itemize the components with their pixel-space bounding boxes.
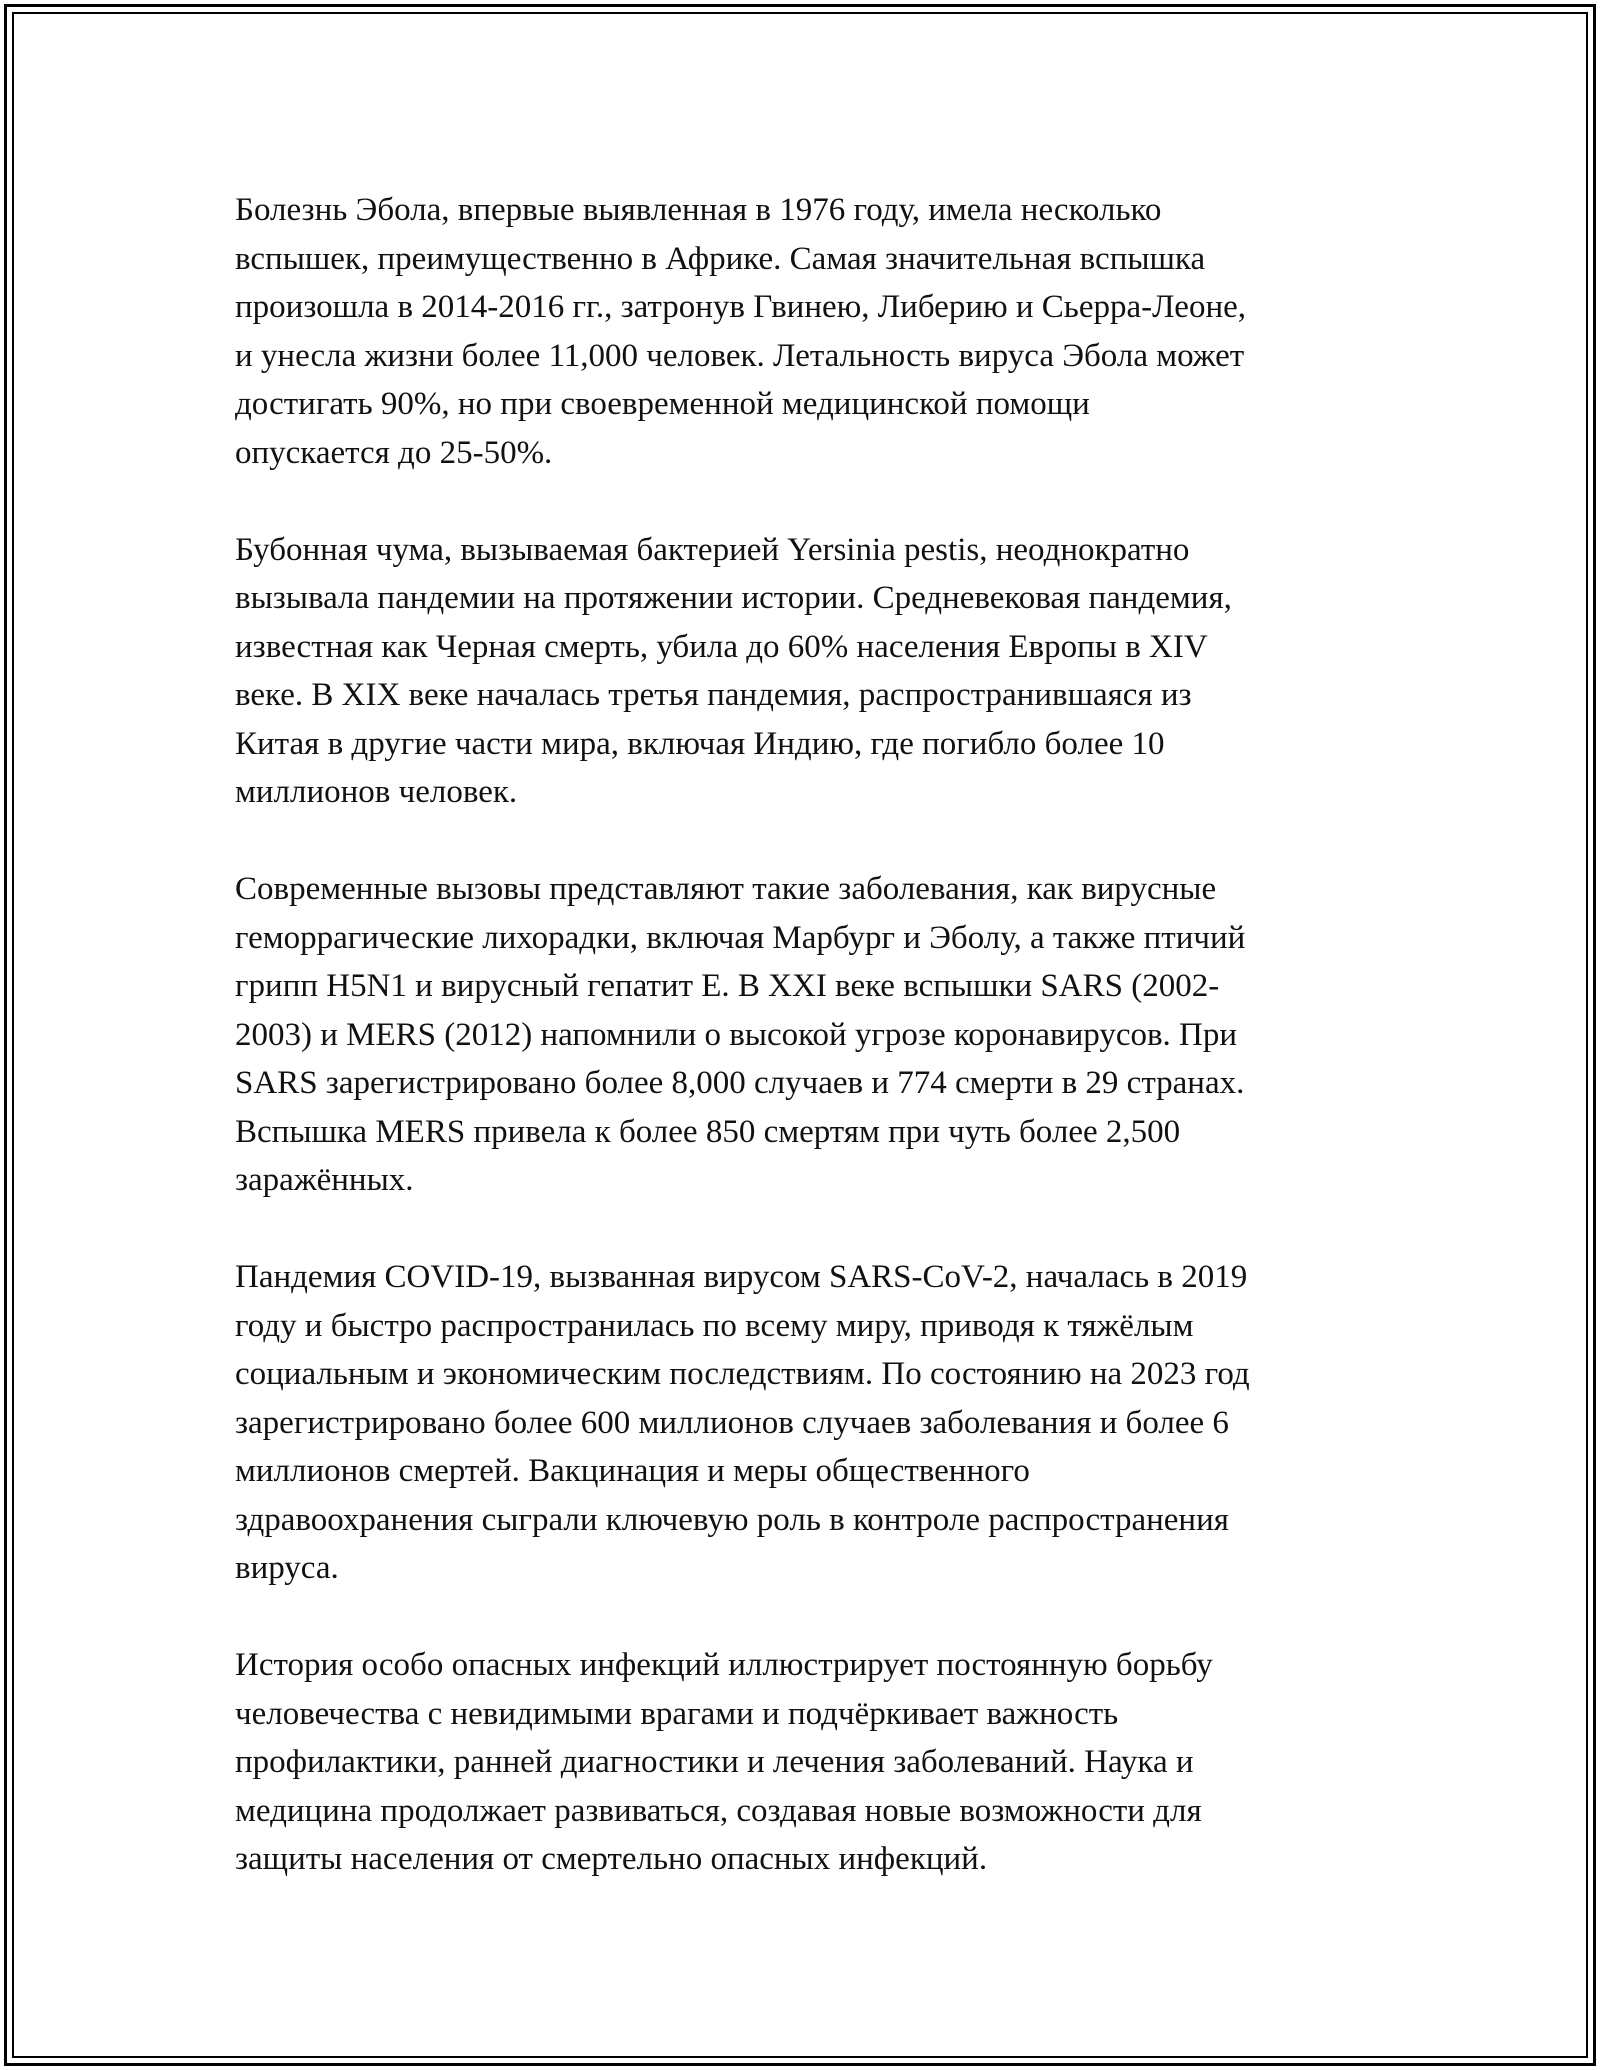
paragraph-covid	[235, 1253, 1380, 1593]
text-line: грипп H5N1 и вирусный гепатит E. В XXI веке вспышки SARS (2002-	[235, 968, 1220, 1004]
text-line: Китая в другие части мира, включая Индию, где погибло более 10	[235, 725, 1165, 762]
text-line: известная как Черная смерть, убила до 60% населения Европы в XIV	[235, 628, 1208, 665]
text-line: 2003) и MERS (2012) напомнили о высокой угрозе коронавирусов. При	[235, 1016, 1238, 1053]
document-body	[235, 186, 1380, 1932]
text-line: миллионов человек.	[235, 774, 518, 810]
text-line: зарегистрировано более 600 миллионов случаев заболевания и более 6	[235, 1404, 1229, 1441]
text-line: медицина продолжает развиваться, создавая новые возможности для	[235, 1792, 1202, 1829]
text-line: человечества с невидимыми врагами и подчёркивает важность	[235, 1695, 1119, 1732]
text-line: Пандемия COVID-19, вызванная вирусом SARS-CoV-2, началась в 2019	[235, 1259, 1248, 1295]
text-line: миллионов смертей. Вакцинация и меры общественного	[235, 1453, 1030, 1489]
paragraph-modern-challenges	[235, 865, 1380, 1205]
text-line: заражённых.	[235, 1162, 414, 1198]
text-line: веке. В XIX веке началась третья пандемия, распространившаяся из	[235, 677, 1192, 713]
text-line: опускается до 25-50%.	[235, 434, 553, 471]
text-line: вспышек, преимущественно в Африке. Самая значительная вспышка	[235, 240, 1206, 277]
paragraph-ebola	[235, 186, 1380, 477]
text-line: профилактики, ранней диагностики и лечения заболеваний. Наука и	[235, 1744, 1194, 1780]
paragraph-plague	[235, 526, 1380, 817]
text-line: геморрагические лихорадки, включая Марбург и Эболу, а также птичий	[235, 919, 1246, 956]
text-line: Современные вызовы представляют такие заболевания, как вирусные	[235, 871, 1217, 907]
text-line: и унесла жизни более 11,000 человек. Летальность вируса Эбола может	[235, 337, 1245, 374]
paragraph-conclusion	[235, 1641, 1380, 1884]
text-line: защиты населения от смертельно опасных инфекций.	[235, 1841, 988, 1877]
text-line: Вспышка MERS привела к более 850 смертям при чуть более 2,500	[235, 1113, 1181, 1150]
text-line: Бубонная чума, вызываемая бактерией Yersinia pestis, неоднократно	[235, 531, 1190, 568]
text-line: социальным и экономическим последствиям. По состоянию на 2023 год	[235, 1356, 1250, 1392]
text-line: здравоохранения сыграли ключевую роль в контроле распространения	[235, 1501, 1229, 1538]
text-line: достигать 90%, но при своевременной медицинской помощи	[235, 386, 1090, 422]
text-line: году и быстро распространилась по всему миру, приводя к тяжёлым	[235, 1307, 1194, 1344]
text-line: SARS зарегистрировано более 8,000 случаев и 774 смерти в 29 странах.	[235, 1065, 1245, 1101]
text-line: Болезнь Эбола, впервые выявленная в 1976 году, имела несколько	[235, 192, 1162, 228]
text-line: вызывала пандемии на протяжении истории. Средневековая пандемия,	[235, 580, 1232, 616]
text-line: вируса.	[235, 1550, 339, 1586]
text-line: произошла в 2014-2016 гг., затронув Гвинею, Либерию и Сьерра-Леоне,	[235, 289, 1246, 325]
text-line: История особо опасных инфекций иллюстрирует постоянную борьбу	[235, 1647, 1213, 1683]
